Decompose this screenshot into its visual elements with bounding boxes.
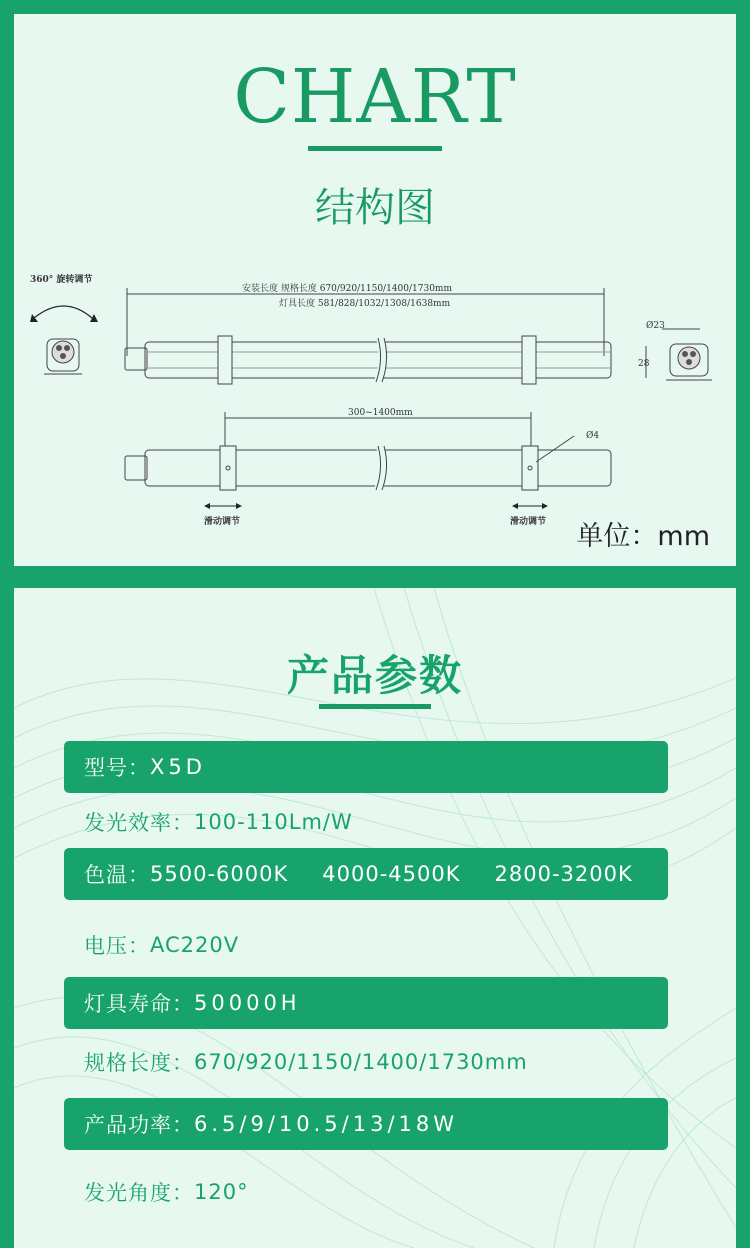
param-row-efficiency	[64, 796, 668, 848]
param-label: 发光角度：	[84, 1181, 194, 1205]
param-row-voltage	[64, 919, 668, 971]
param-label: 发光效率：	[84, 811, 194, 835]
params-panel	[14, 588, 736, 1248]
param-value: X5D	[150, 755, 206, 779]
params-underline	[319, 704, 431, 709]
rotate-label: 360° 旋转调节	[30, 275, 93, 285]
param-value: 100-110Lm/W	[194, 810, 353, 834]
right-end-view	[646, 329, 712, 380]
param-label: 规格长度：	[84, 1051, 194, 1075]
install-length-label: 安装长度 规格长度 670/920/1150/1400/1730mm	[242, 284, 452, 294]
title-underline	[308, 146, 442, 151]
param-value-2: 4000-4500K	[322, 862, 461, 886]
structure-panel	[14, 14, 736, 566]
param-row-length	[64, 1036, 668, 1088]
param-value: 6.5/9/10.5/13/18W	[194, 1112, 459, 1136]
param-row-power	[64, 1098, 668, 1150]
param-value: 5500-6000K	[150, 862, 289, 886]
bracket-span-label: 300~1400mm	[348, 408, 413, 418]
structure-subtitle: 结构图	[315, 185, 435, 231]
unit-label: 单位：mm	[576, 521, 710, 552]
param-label: 电压：	[84, 934, 150, 958]
param-row-model	[64, 741, 668, 793]
param-label: 色温：	[84, 863, 150, 887]
slide-right-label: 滑动调节	[510, 517, 547, 526]
params-title: 产品参数	[286, 651, 463, 700]
left-end-view	[30, 306, 98, 374]
hole-label: Ø4	[586, 431, 600, 441]
param-row-lifespan	[64, 977, 668, 1029]
param-label: 型号：	[84, 756, 150, 780]
param-value: 670/920/1150/1400/1730mm	[194, 1050, 528, 1074]
height-label: 28	[638, 359, 650, 369]
param-label: 灯具寿命：	[84, 992, 194, 1016]
param-value-3: 2800-3200K	[494, 862, 633, 886]
chart-title: CHART	[233, 54, 517, 140]
param-label: 产品功率：	[84, 1113, 194, 1137]
fixture-length-label: 灯具长度 581/828/1032/1308/1638mm	[279, 299, 451, 309]
param-row-color-temp	[64, 848, 668, 900]
bottom-tube-view	[125, 412, 611, 509]
slide-left-label: 滑动调节	[204, 517, 241, 526]
param-row-beam-angle	[64, 1166, 668, 1218]
structure-drawing	[14, 266, 736, 526]
param-value: AC220V	[150, 933, 240, 957]
diameter-label: Ø23	[646, 321, 665, 331]
param-value: 120°	[194, 1180, 249, 1204]
param-value: 50000H	[194, 991, 301, 1015]
